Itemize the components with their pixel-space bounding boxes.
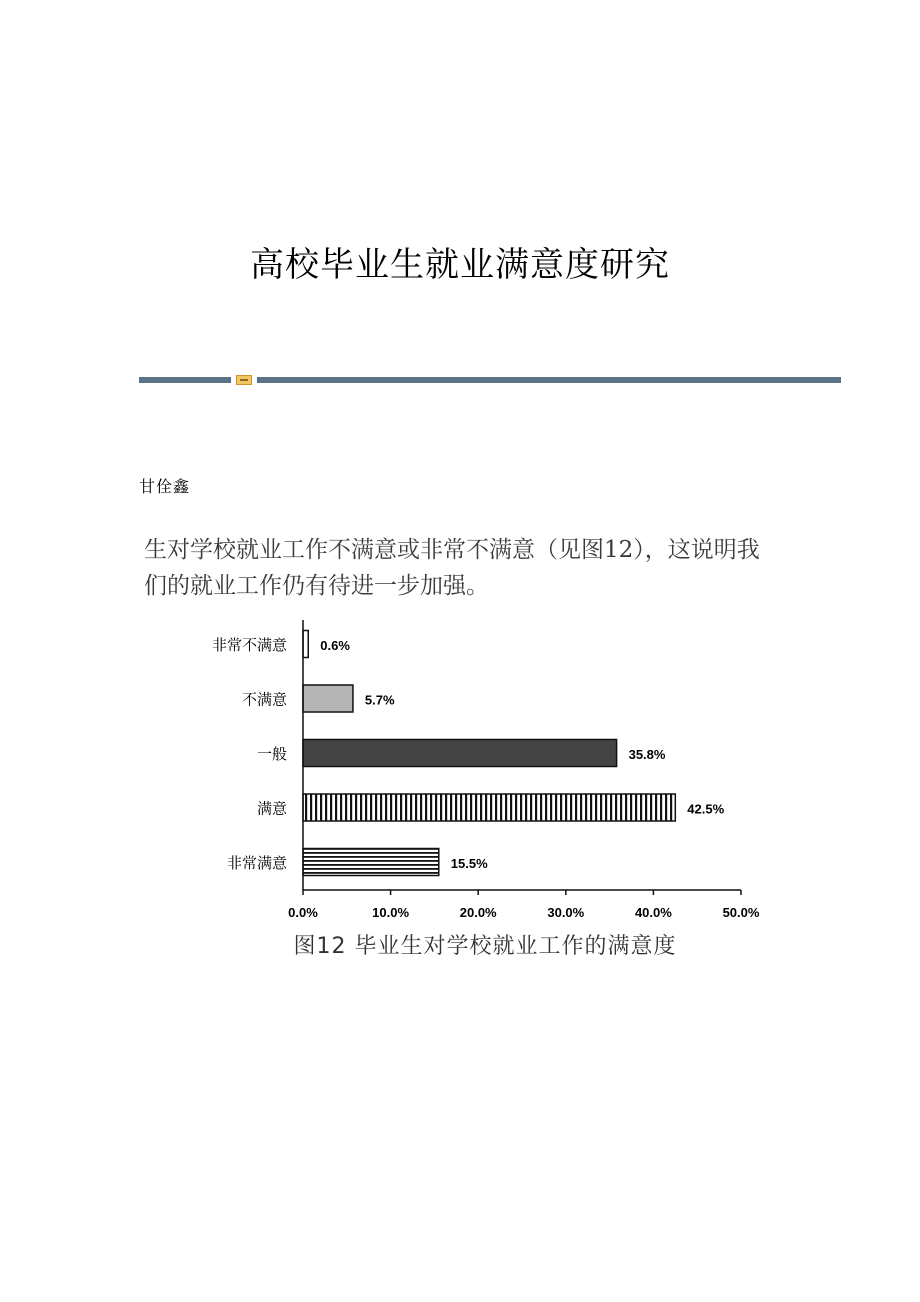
body-paragraph — [144, 532, 844, 604]
bar-4 — [303, 794, 675, 821]
value-label-4: 42.5% — [687, 801, 725, 817]
x-tick-label-6: 50.0% — [722, 905, 760, 920]
category-label-3: 一般 — [256, 745, 287, 763]
bar-3 — [303, 740, 617, 767]
x-tick-label-2: 10.0% — [372, 905, 410, 920]
paragraph-line-2: 们的就业工作仍有待进一步加强。 — [144, 573, 489, 599]
x-tick-label-3: 20.0% — [459, 905, 497, 920]
category-label-1: 非常不满意 — [211, 636, 287, 654]
x-tick-label-4: 30.0% — [547, 905, 585, 920]
divider-bar-right — [257, 377, 841, 383]
value-label-5: 15.5% — [450, 856, 488, 871]
chart-svg — [190, 620, 790, 930]
title-divider — [139, 375, 841, 385]
category-label-4: 满意 — [256, 799, 287, 818]
x-tick-label-5: 40.0% — [634, 905, 672, 920]
bar-1 — [303, 631, 308, 658]
divider-ornament-icon — [236, 375, 252, 385]
paragraph-line-1: 生对学校就业工作不满意或非常不满意（见图12），这说明我 — [144, 537, 760, 563]
category-label-5: 非常满意 — [226, 854, 287, 872]
category-label-2: 不满意 — [241, 690, 287, 709]
author-name: 甘佺鑫 — [139, 477, 191, 496]
figure-caption: 图12 毕业生对学校就业工作的满意度 — [293, 934, 677, 959]
x-tick-label-1: 0.0% — [288, 905, 318, 920]
value-label-1: 0.6% — [320, 638, 350, 653]
value-label-2: 5.7% — [364, 692, 395, 708]
value-label-3: 35.8% — [628, 747, 666, 762]
bar-2 — [303, 685, 353, 712]
bar-5 — [303, 849, 439, 876]
document-title: 高校毕业生就业满意度研究 — [250, 244, 670, 285]
satisfaction-chart — [190, 620, 790, 930]
divider-bar-left — [139, 377, 231, 383]
